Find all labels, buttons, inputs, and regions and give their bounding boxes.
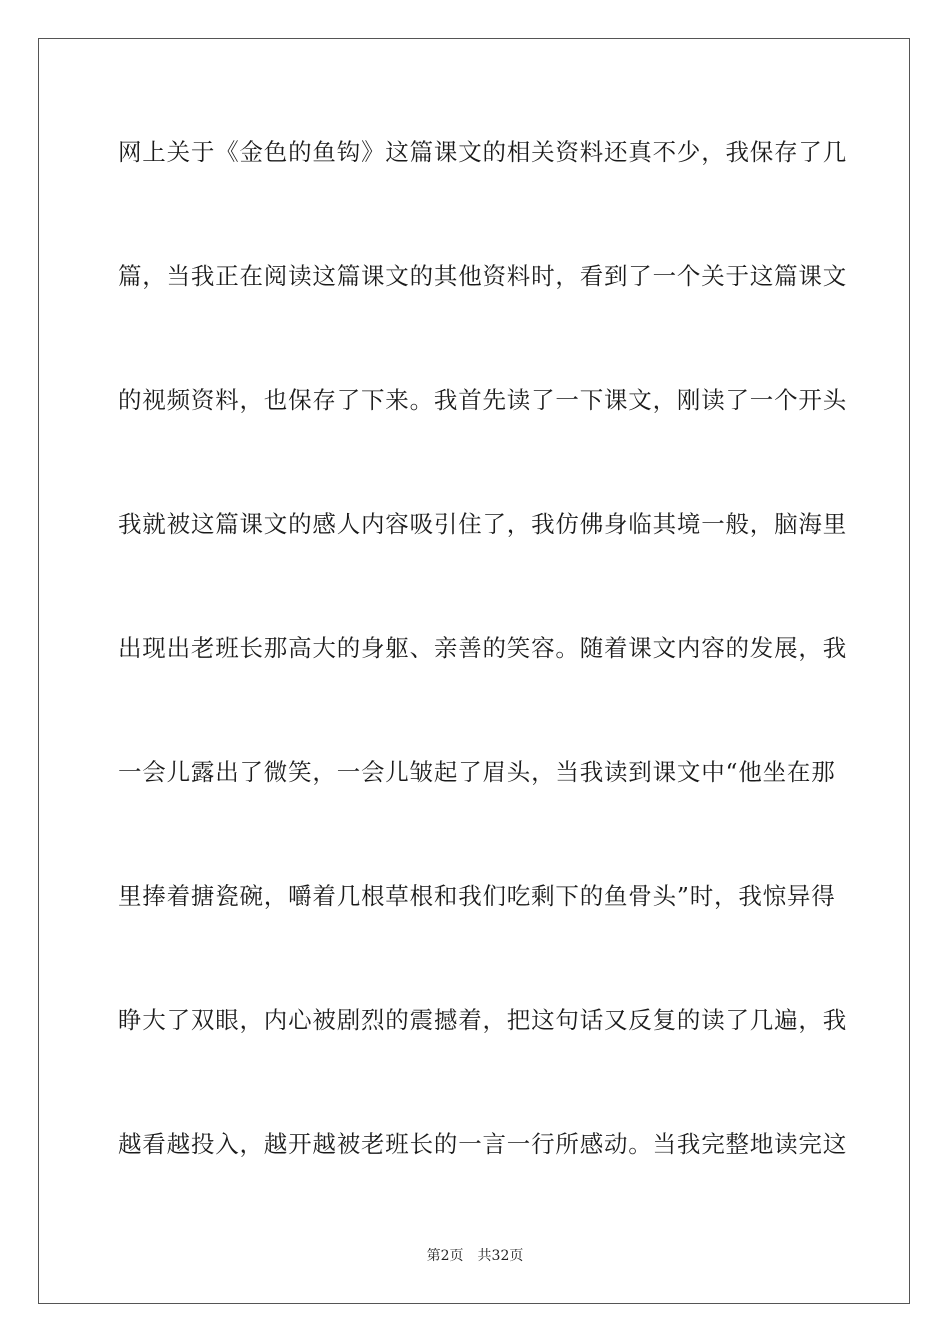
text-line-5: 出现出老班长那高大的身躯、亲善的笑容。随着课文内容的发展，我 (118, 634, 847, 662)
text-line-6: 一会儿露出了微笑，一会儿皱起了眉头，当我读到课文中“他坐在那 (118, 758, 836, 786)
text-line-8: 睁大了双眼，内心被剧烈的震撼着，把这句话又反复的读了几遍，我 (118, 1006, 847, 1034)
body-text (118, 128, 847, 1244)
text-line-9: 越看越投入，越开越被老班长的一言一行所感动。当我完整地读完这 (118, 1130, 847, 1158)
page-total: 共32页 (477, 1248, 524, 1264)
text-line-1: 网上关于《金色的鱼钩》这篇课文的相关资料还真不少，我保存了几 (118, 138, 847, 166)
text-line-2: 篇，当我正在阅读这篇课文的其他资料时，看到了一个关于这篇课文 (118, 262, 847, 290)
text-line-4: 我就被这篇课文的感人内容吸引住了，我仿佛身临其境一般，脑海里 (118, 510, 847, 538)
page-number: 第2页 (426, 1248, 464, 1264)
page-footer (0, 1245, 950, 1265)
text-line-3: 的视频资料，也保存了下来。我首先读了一下课文，刚读了一个开头 (118, 386, 847, 414)
text-line-7: 里捧着搪瓷碗，嚼着几根草根和我们吃剩下的鱼骨头”时，我惊异得 (118, 882, 836, 910)
